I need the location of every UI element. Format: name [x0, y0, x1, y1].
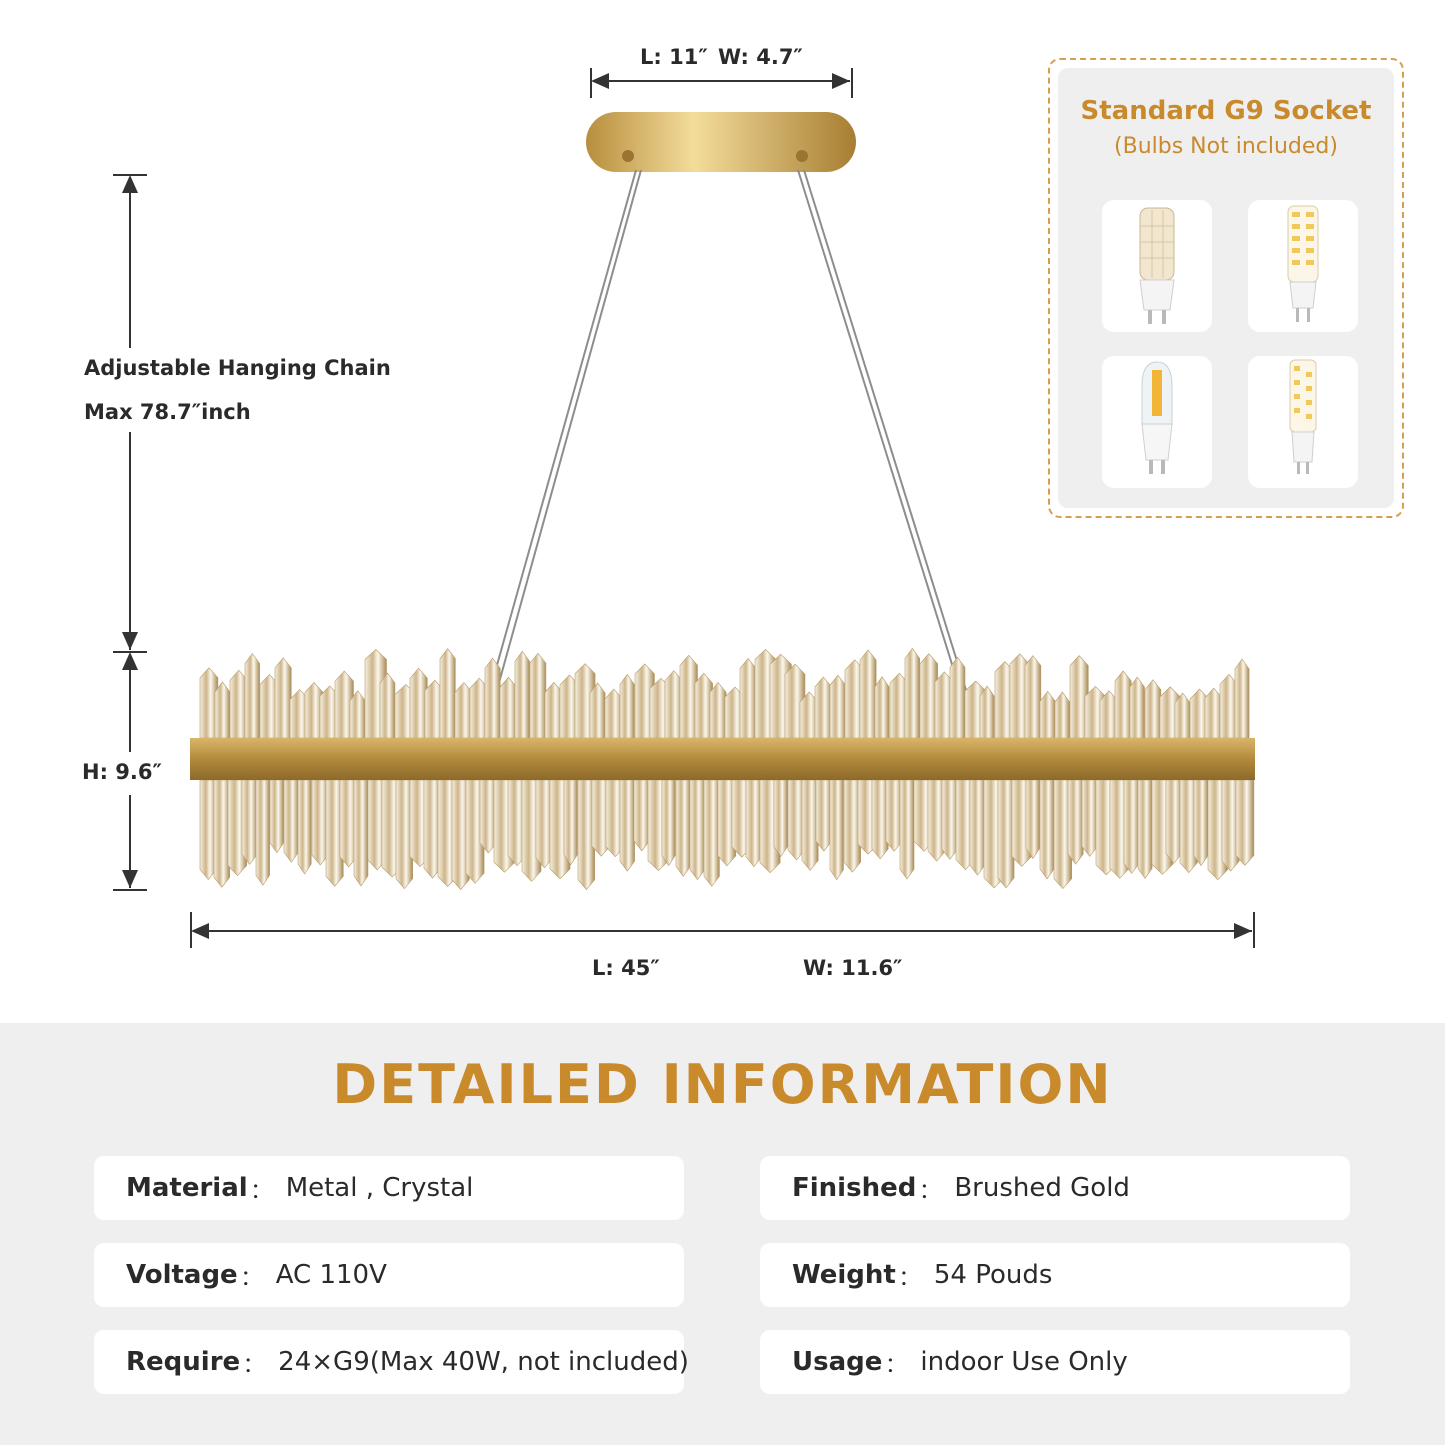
crystal-prism	[1082, 780, 1098, 856]
crystal-prism	[530, 653, 546, 738]
crystal-prism	[1235, 659, 1249, 738]
crystal-prism	[500, 677, 517, 738]
gold-ring-band	[190, 738, 1255, 780]
bulb-card	[1248, 356, 1358, 488]
crystal-prism	[746, 780, 762, 867]
spec-separator: ：	[918, 1175, 945, 1206]
spec-separator: ：	[897, 1262, 924, 1293]
spec-value: 24×G9(Max 40W, not included)	[278, 1347, 689, 1377]
upper-crystal-row	[200, 648, 1249, 738]
crystal-prism	[284, 780, 298, 862]
bulb-card	[1102, 200, 1212, 332]
crystal-prism	[830, 780, 843, 880]
crystal-prism	[1124, 780, 1139, 873]
crystal-prism	[380, 673, 395, 738]
crystal-prism	[1055, 692, 1070, 738]
crystal-prism	[1068, 780, 1083, 864]
crystal-prism	[950, 657, 965, 738]
crystal-prism	[515, 651, 530, 738]
spec-key: Finished	[792, 1173, 917, 1203]
crystal-prism	[1236, 780, 1254, 865]
spec-value: AC 110V	[275, 1260, 387, 1290]
canopy-dimension-line	[591, 68, 852, 98]
chain-label: Adjustable Hanging Chain	[84, 356, 391, 380]
spec-card-voltage	[94, 1243, 684, 1307]
crystal-prism	[590, 683, 605, 738]
socket-title: Standard G9 Socket	[1080, 96, 1372, 126]
canopy-length-label: L: 11″	[640, 45, 708, 69]
crystal-prism	[860, 650, 876, 738]
socket-subtitle: (Bulbs Not included)	[1114, 134, 1338, 159]
crystal-prism	[1194, 780, 1208, 866]
crystal-prism	[1025, 656, 1041, 738]
bulb-card	[1248, 200, 1358, 332]
crystal-prism	[662, 780, 675, 866]
spec-card-usage	[760, 1330, 1350, 1394]
crystal-prism	[1175, 693, 1190, 738]
spec-value: Brushed Gold	[954, 1173, 1130, 1203]
spec-value: 54 Pouds	[933, 1260, 1053, 1290]
crystal-prism	[875, 677, 889, 738]
spec-value: Metal , Crystal	[285, 1173, 474, 1203]
crystal-prism	[774, 780, 788, 857]
detailed-information-section	[0, 1023, 1445, 1445]
length-dimension-line	[191, 912, 1254, 948]
spec-card-require	[94, 1330, 689, 1394]
canopy-plate	[586, 112, 856, 172]
spec-key: Voltage	[126, 1260, 238, 1290]
section-title: DETAILED INFORMATION	[332, 1053, 1113, 1116]
g9-bulb-icon	[1248, 356, 1358, 488]
body-width-label: W: 11.6″	[803, 956, 903, 980]
crystal-prism	[440, 649, 455, 738]
crystal-prism	[620, 780, 635, 871]
crystal-prism	[215, 682, 230, 738]
crystal-prism	[245, 653, 260, 738]
crystal-prism	[485, 658, 500, 738]
crystal-prism	[740, 659, 756, 738]
crystal-prism	[676, 780, 690, 876]
crystal-prism	[1026, 780, 1040, 858]
crystal-prism	[634, 780, 650, 851]
crystal-prism	[998, 780, 1014, 888]
crystal-prism	[942, 780, 958, 859]
crystal-prism	[1040, 691, 1055, 738]
spec-key: Require	[126, 1347, 241, 1377]
g9-bulb-icon	[1102, 356, 1212, 488]
lower-crystal-row	[200, 780, 1254, 890]
spec-key: Weight	[792, 1260, 896, 1290]
crystal-prism	[815, 677, 832, 738]
crystal-prism	[690, 780, 705, 880]
crystal-prism	[816, 780, 832, 851]
spec-separator: ：	[242, 1349, 269, 1380]
crystal-prism	[620, 674, 634, 738]
crystal-prism	[564, 780, 577, 865]
crystal-prism	[1130, 677, 1145, 738]
crystal-prism	[704, 780, 719, 886]
crystal-prism	[1145, 680, 1161, 738]
g9-bulb-icon	[1102, 200, 1212, 332]
crystal-prism	[970, 780, 985, 875]
crystal-prism	[980, 686, 994, 738]
spec-separator: ：	[884, 1349, 911, 1380]
g9-socket-panel	[1048, 58, 1404, 518]
crystal-prism	[1138, 780, 1152, 878]
crystal-prism	[1115, 671, 1131, 738]
crystal-prism	[270, 780, 284, 853]
crystal-prism	[830, 675, 846, 738]
crystal-prism	[214, 780, 230, 887]
spec-value: indoor Use Only	[920, 1347, 1128, 1377]
chain-max-label: Max 78.7″inch	[84, 400, 251, 424]
crystal-prism	[905, 648, 920, 738]
crystal-prism	[242, 780, 257, 864]
g9-bulb-icon	[1248, 200, 1358, 332]
crystal-prism	[1166, 780, 1182, 863]
spec-card-weight	[760, 1243, 1350, 1307]
spec-card-material	[94, 1156, 684, 1220]
crystal-prism	[900, 780, 914, 879]
height-label: H: 9.6″	[82, 760, 162, 784]
crystal-prism	[1205, 688, 1222, 738]
spec-separator: ：	[249, 1175, 276, 1206]
bulb-card	[1102, 356, 1212, 488]
spec-separator: ：	[239, 1262, 266, 1293]
crystal-prism	[256, 780, 270, 885]
crystal-prism	[1040, 780, 1054, 879]
spec-key: Usage	[792, 1347, 883, 1377]
crystal-prism	[298, 780, 311, 874]
crystal-prism	[354, 780, 368, 886]
spec-card-finished	[760, 1156, 1350, 1220]
canopy-width-label: W: 4.7″	[718, 45, 803, 69]
crystal-prism	[710, 682, 726, 738]
crystal-prism	[350, 691, 365, 738]
hanging-cables	[490, 170, 966, 690]
body-length-label: L: 45″	[592, 956, 660, 980]
crystal-prism	[275, 658, 291, 738]
spec-key: Material	[126, 1173, 248, 1203]
